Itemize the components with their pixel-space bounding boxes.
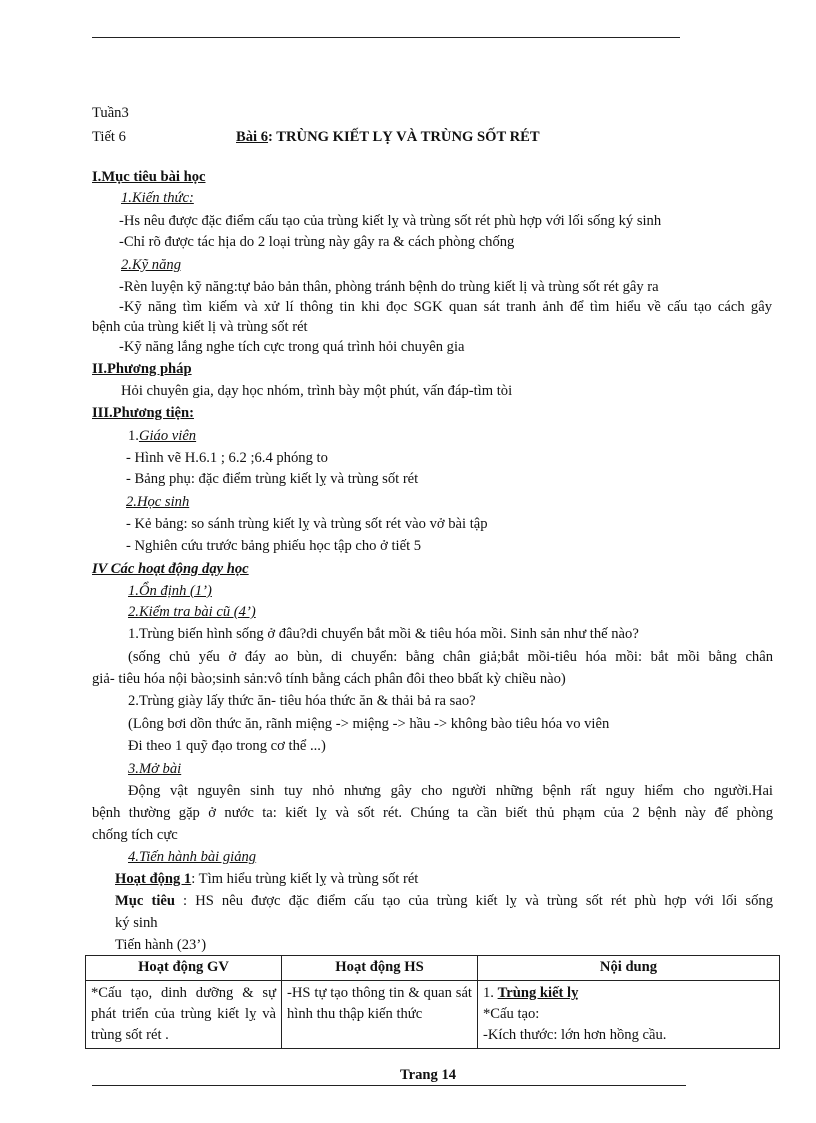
section-3-title: III.Phương tiện:: [92, 405, 194, 421]
intro-line: chống tích cực: [92, 827, 178, 843]
teacher-item: - Hình vẽ H.6.1 ; 6.2 ;6.4 phóng to: [126, 450, 328, 466]
student-heading: 2.Học sinh: [126, 494, 190, 510]
teacher-activity-cell: [86, 981, 282, 1049]
goal-line: [115, 892, 773, 910]
bottom-rule: [92, 1085, 686, 1086]
content-title-text: Trùng kiết lỵ: [497, 985, 579, 1001]
teacher-heading: [128, 427, 196, 445]
goal-label: Mục tiêu: [115, 893, 175, 909]
content-cell: [478, 981, 780, 1049]
lesson-title-text: : TRÙNG KIẾT LỴ VÀ TRÙNG SỐT RÉT: [268, 129, 540, 145]
teacher-heading-number: 1.: [128, 428, 139, 444]
student-activity-cell: [282, 981, 478, 1049]
proceed-text: Tiến hành (23’): [115, 937, 207, 953]
period-label: Tiết 6: [92, 129, 126, 145]
review-line: 2.Trùng giày lấy thức ăn- tiêu hóa thức ăn & thải bả ra sao?: [128, 693, 476, 709]
lesson-number: Bài 6: [236, 129, 269, 145]
methods-text: Hỏi chuyên gia, dạy học nhóm, trình bày một phút, vấn đáp-tìm tòi: [121, 383, 513, 399]
lesson-title: [236, 128, 540, 146]
goal-text: : HS nêu được đặc điểm cấu tạo của trùng kiết lỵ và trùng sốt rét phù hợp với lối sống: [174, 893, 773, 909]
teacher-heading-label: Giáo viên: [138, 428, 197, 444]
review-line: (Lông bơi dồn thức ăn, rãnh miệng -> miệng -> hầu -> không bào tiêu hóa vo viên: [128, 716, 610, 732]
content-line: *Cấu tạo:: [483, 1006, 540, 1022]
activity-table: [85, 955, 780, 1049]
review-line: (sống chủ yếu ở đáy ao bùn, di chuyển: bằng chân giả;bắt mồi-tiêu hóa mồi: bắt mồi bằng chân: [128, 649, 773, 665]
table-header-row: [86, 956, 780, 981]
intro-line: Động vật nguyên sinh tuy nhỏ nhưng gây cho người những bệnh rất nguy hiểm cho người.Hai: [128, 783, 773, 799]
lecture-heading: 4.Tiến hành bài giảng: [128, 849, 257, 865]
page-number: Trang 14: [400, 1067, 457, 1083]
review-line: giả- tiêu hóa nội bào;sinh sản:vô tính bằng cách phân đôi theo bbất kỳ chiều nào): [92, 671, 566, 687]
knowledge-line: -Chỉ rõ được tác hịa do 2 loại trùng này gây ra & cách phòng chống: [119, 234, 515, 250]
week-label: Tuần3: [92, 105, 129, 121]
student-item: - Nghiên cứu trước bảng phiếu học tập cho ở tiết 5: [126, 538, 422, 554]
activity-label: Hoạt động 1: [115, 871, 192, 887]
review-line: 1.Trùng biến hình sống ở đâu?di chuyển bắt mồi & tiêu hóa mồi. Sinh sản như thế nào?: [128, 626, 639, 642]
section-4-title: IV Các hoạt động dạy học: [92, 561, 249, 577]
student-activity-text: -HS tự tạo thông tin & quan sát hình thu thập kiến thức: [287, 985, 472, 1022]
skills-heading: 2.Kỹ năng: [121, 257, 181, 273]
top-rule: [92, 37, 680, 38]
review-line: Đi theo 1 quỹ đạo trong cơ thể ...): [128, 738, 326, 754]
skills-line: bệnh của trùng kiết lị và trùng sốt rét: [92, 319, 308, 335]
intro-heading: 3.Mở bài: [128, 761, 182, 777]
skills-line: -Kỹ năng lắng nghe tích cực trong quá trình hỏi chuyên gia: [119, 339, 465, 355]
skills-line: -Kỹ năng tìm kiếm và xử lí thông tin khi đọc SGK quan sát tranh ảnh để tìm hiểu về cấu tạo cách gây: [119, 299, 772, 315]
content-title-number: 1.: [483, 985, 498, 1001]
stabilize-heading: 1.Ổn định (1’): [128, 583, 212, 599]
teacher-activity-text: *Cấu tạo, dinh dưỡng & sự phát triển của trùng kiết lỵ và trùng sốt rét .: [91, 985, 276, 1043]
header-student-activity: Hoạt động HS: [282, 956, 478, 981]
review-heading: 2.Kiểm tra bài cũ (4’): [128, 604, 256, 620]
activity-text: : Tìm hiểu trùng kiết lỵ và trùng sốt rét: [191, 871, 419, 887]
table-row: [86, 981, 780, 1049]
knowledge-heading: 1.Kiến thức:: [121, 190, 194, 206]
activity-heading: [115, 870, 418, 888]
goal-line-2: ký sinh: [115, 915, 158, 931]
skills-line: -Rèn luyện kỹ năng:tự bảo bản thân, phòng tránh bệnh do trùng kiết lị và trùng sốt rét gây ra: [119, 279, 659, 295]
knowledge-line: -Hs nêu được đặc điểm cấu tạo của trùng kiết lỵ và trùng sốt rét phù hợp với lối sống ký sinh: [119, 213, 662, 229]
section-1-title: I.Mục tiêu bài học: [92, 169, 206, 185]
intro-line: bệnh thường gặp ở nước ta: kiết lỵ và sốt rét. Chúng ta cần biết thủ phạm của 2 bệnh này để phòng: [92, 805, 773, 821]
student-item: - Kẻ bảng: so sánh trùng kiết lỵ và trùng sốt rét vào vở bài tập: [126, 516, 488, 532]
header-content: Nội dung: [478, 956, 780, 981]
content-title: [483, 983, 774, 1004]
content-line: -Kích thước: lớn hơn hồng cầu.: [483, 1027, 667, 1043]
section-2-title: II.Phương pháp: [92, 361, 192, 377]
teacher-item: - Bảng phụ: đặc điểm trùng kiết lỵ và trùng sốt rét: [126, 471, 419, 487]
header-teacher-activity: Hoạt động GV: [86, 956, 282, 981]
